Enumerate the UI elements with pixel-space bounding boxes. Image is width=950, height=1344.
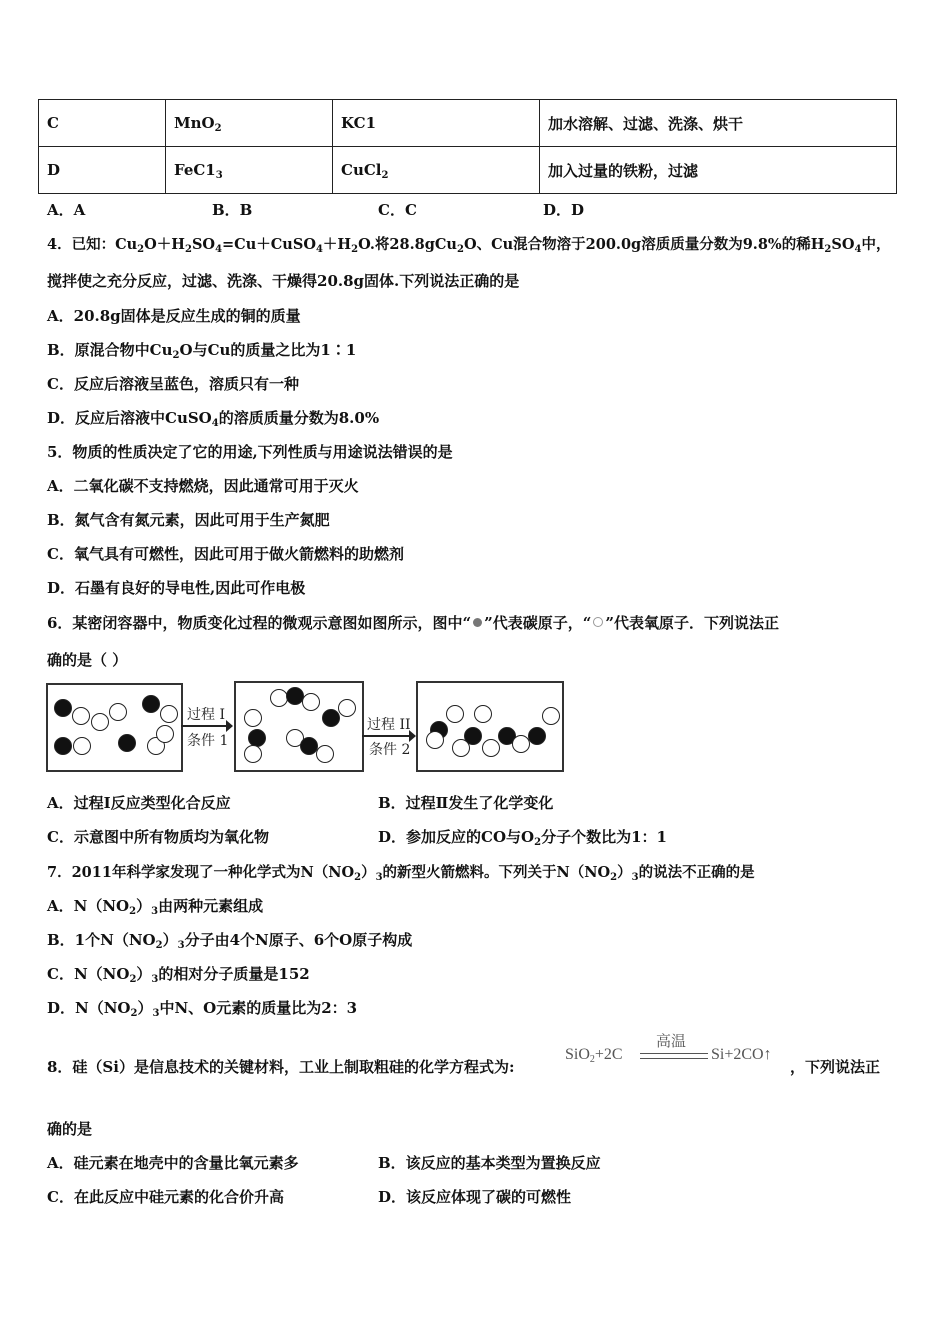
q3-option-d: D．D [543,201,585,219]
oxygen-atom-icon [593,617,603,627]
q6-stem-line2: 确的是（ ） [47,651,128,669]
equation-left: SiO$_2$+2C [565,1046,623,1065]
q5-option-c: C．氧气具有可燃性，因此可用于做火箭燃料的助燃剂 [47,545,404,563]
q7-option-a: A．$N(NO_2)_3$由两种元素组成 [47,897,264,917]
options-table [38,99,897,194]
oxygen-atom [542,707,560,725]
oxygen-atom [482,739,500,757]
equation-equals-sign [640,1053,708,1059]
q7-option-c: C．$N(NO_2)_3$的相对分子质量是152 [47,965,310,985]
condition-1-label: 条件 1 [187,733,229,749]
arrow-process-1 [181,725,232,727]
carbon-atom [528,727,546,745]
table-cell-letter: D [39,147,166,194]
oxygen-atom [91,713,109,731]
oxygen-atom [244,745,262,763]
oxygen-atom [73,737,91,755]
q4-option-c: C．反应后溶液呈蓝色，溶质只有一种 [47,375,299,393]
q6-option-b: B．过程Ⅱ发生了化学变化 [378,794,554,812]
equation-condition: 高温 [656,1034,687,1050]
q8-option-a: A．硅元素在地壳中的含量比氧元素多 [47,1154,299,1172]
table-cell-substance: $FeC1_3$ [166,147,333,194]
carbon-atom [322,709,340,727]
q7-stem: 7．2011年科学家发现了一种化学式为$N(NO_2)_3$的新型火箭燃料。下列关于$N(NO_2)_3$的说法不正确的是 [47,864,755,883]
table-row [39,100,897,147]
oxygen-atom [338,699,356,717]
oxygen-atom [452,739,470,757]
arrow-process-2 [362,735,415,737]
oxygen-atom [72,707,90,725]
carbon-atom [142,695,160,713]
q3-option-b: B．B [212,201,253,219]
table-cell-substance: MnO$_2$ [166,100,333,147]
q5-option-b: B．氮气含有氮元素，因此可用于生产氮肥 [47,511,330,529]
q8-stem-b: ，下列说法正 [790,1058,881,1076]
oxygen-atom [109,703,127,721]
q8-option-d: D．该反应体现了碳的可燃性 [378,1188,572,1206]
equation-right: Si+2CO↑ [711,1046,772,1063]
oxygen-atom [446,705,464,723]
q5-stem: 5．物质的性质决定了它的用途,下列性质与用途说法错误的是 [47,443,453,461]
q8-option-c: C．在此反应中硅元素的化合价升高 [47,1188,284,1206]
table-cell-impurity: CuCl$_2$ [333,147,540,194]
carbon-atom [54,699,72,717]
oxygen-atom [316,745,334,763]
q4-option-a: A．20.8g固体是反应生成的铜的质量 [47,307,301,325]
oxygen-atom [160,705,178,723]
carbon-atom [118,734,136,752]
q6-option-c: C．示意图中所有物质均为氧化物 [47,828,269,846]
q4-option-d: D．反应后溶液中CuSO$_4$的溶质质量分数为8.0% [47,409,380,429]
q5-option-a: A．二氧化碳不支持燃烧，因此通常可用于灭火 [47,477,359,495]
table-row [39,147,897,194]
q6-stem-line1: 6．某密闭容器中，物质变化过程的微观示意图如图所示，图中“ ”代表碳原子，“ ”代表氧原子．下列说法正 [47,614,779,632]
q7-option-d: D．$N(NO_2)_3$中N、O元素的质量比为2：3 [47,999,358,1019]
oxygen-atom [426,731,444,749]
oxygen-atom [474,705,492,723]
q5-option-d: D．石墨有良好的导电性,因此可作电极 [47,579,306,597]
q7-option-b: B．1个$N(NO_2)_3$分子由4个N原子、6个O原子构成 [47,931,413,951]
q6-option-d: D．参加反应的CO与$O_2$分子个数比为1：1 [378,828,667,848]
q8-stem-a: 8．硅（Si）是信息技术的关键材料，工业上制取粗硅的化学方程式为: [47,1058,515,1076]
q8-stem-line2: 确的是 [47,1120,93,1138]
condition-2-label: 条件 2 [369,742,411,758]
table-cell-impurity: KC1 [333,100,540,147]
q3-option-a: A．A [47,201,86,219]
oxygen-atom [244,709,262,727]
process-2-label: 过程 II [367,717,411,733]
table-cell-method: 加入过量的铁粉，过滤 [540,147,897,194]
q3-option-c: C．C [378,201,417,219]
q4-stem-line2: 搅拌使之充分反应，过滤、洗涤、干燥得20.8g固体.下列说法正确的是 [47,272,520,290]
q8-option-b: B．该反应的基本类型为置换反应 [378,1154,601,1172]
box-middle [234,681,364,772]
carbon-atom-icon [473,618,482,627]
carbon-atom [54,737,72,755]
box-after [416,681,564,772]
oxygen-atom [302,693,320,711]
q4-stem-line1: 4．已知：$Cu_2O+H_2SO_4=Cu+CuSO_4+H_2O$.将28.8gCu$_2$O、Cu混合物溶于200.0g溶质质量分数为9.8%的稀$H_2SO_4$中， [47,236,891,255]
box-before [46,683,183,772]
process-1-label: 过程 I [187,707,225,723]
table-cell-method: 加水溶解、过滤、洗涤、烘干 [540,100,897,147]
table-cell-letter: C [39,100,166,147]
q6-option-a: A．过程Ⅰ反应类型化合反应 [47,794,231,812]
q4-option-b: B．原混合物中$Cu_2O$与Cu的质量之比为1∶1 [47,341,357,361]
oxygen-atom [156,725,174,743]
